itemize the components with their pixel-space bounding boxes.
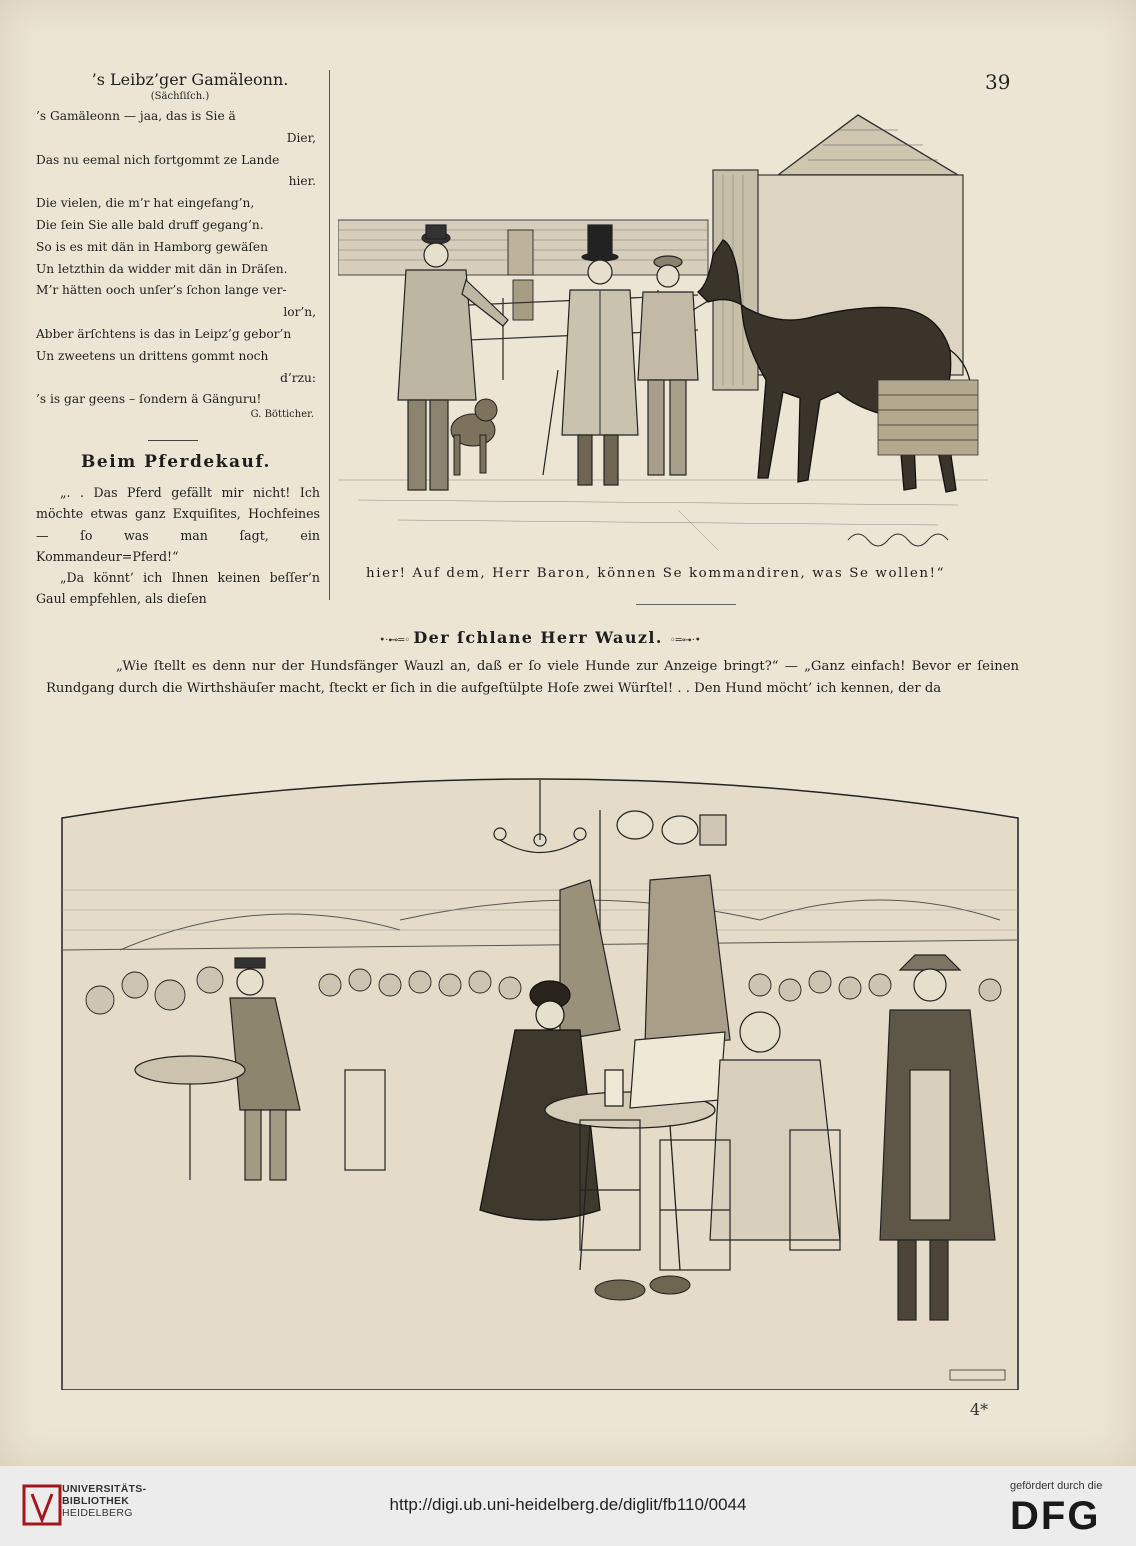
poem-line: Dier, (286, 130, 316, 145)
poem-lines (36, 106, 324, 411)
source-url-link[interactable]: http://digi.ub.uni-heidelberg.de/diglit/fb110/0044 (389, 1495, 747, 1514)
tavern-illustration (60, 770, 1020, 1390)
poem-line: Die vielen, die m’r hat eingefang’n, (36, 196, 255, 211)
page-number: 39 (985, 70, 1011, 94)
poem (36, 70, 324, 420)
poem-line: ’s is gar geens – ſondern ä Gänguru! (36, 392, 262, 407)
poem-line: lor’n, (283, 305, 316, 320)
poem-line: Abber ärſchtens is das in Leipz’g gebor’n (36, 326, 292, 341)
story1-paragraph: „Da könnt’ ich Ihnen keinen beſſer’n Gaul empfehlen, als dieſen (36, 570, 320, 607)
section-rule (148, 440, 198, 441)
dfg-logo: DFG (1010, 1494, 1101, 1538)
column-divider (329, 70, 330, 600)
digitization-footer (0, 1466, 1136, 1546)
story1-body (36, 482, 320, 610)
story2-title: Der ſchlane Herr Wauzl. (413, 628, 663, 647)
story2-paragraph: „Wie ſtellt es denn nur der Hundsfänger Wauzl an, daß er ſo viele Hunde zur Anzeige bringt?“ — „Ganz einfach! Bevor er ſeinen Rundgang durch die Wirthshäuſer macht, ſteckt er ſich in die aufgeſtülpte Hoſe zwei Würſtel! . . Den Hund möcht’ ich kennen, der da (46, 659, 1019, 696)
poem-subtitle: (Sächſiſch.) (150, 91, 210, 102)
ornament-left-icon: •·⊷═◦ (379, 635, 414, 646)
university-name-line: BIBLIOTHEK (62, 1495, 130, 1507)
poem-line: ’s Gamäleonn — jaa, das is Sie ä (36, 109, 236, 123)
horse-caption: hier! Auf dem, Herr Baron, können Se kommandiren, was Se wollen!“ (366, 566, 946, 581)
poem-line: Un letzthin da widder mit dän in Dräſen. (36, 261, 288, 276)
page-signature-mark: 4* (970, 1400, 989, 1419)
section-rule (636, 604, 736, 605)
poem-line: Die ſein Sie alle bald druff gegang’n. (36, 217, 264, 232)
poem-line: Das nu eemal nich fortgommt ze Lande (36, 152, 280, 167)
poem-line: Un zweetens un drittens gommt noch (36, 348, 269, 363)
poem-line: d’rzu: (280, 370, 316, 385)
story2-body (46, 656, 1019, 699)
story1-paragraph: „. . Das Pferd gefällt mir nicht! Ich möchte etwas ganz Exquiſites, Hochfeines — ſo was man ſagt, ein Kommandeur=Pferd!“ (36, 485, 320, 564)
poem-author: G. Bötticher. (250, 409, 314, 421)
university-name-line: UNIVERSITÄTS- (62, 1483, 147, 1495)
story1-title: Beim Pferdekauf. (81, 452, 271, 472)
horse-sale-illustration (338, 80, 988, 550)
story2-title-row (330, 628, 750, 647)
poem-line: M’r hätten ooch unſer’s ſchon lange ver- (36, 283, 287, 298)
ornament-right-icon: ◦═⊶·• (669, 635, 701, 646)
university-name-line: HEIDELBERG (62, 1507, 133, 1519)
poem-line: So is es mit dän in Hamborg gewäſen (36, 239, 268, 254)
funded-by-label: gefördert durch die (1010, 1480, 1103, 1492)
poem-line: hier. (288, 174, 316, 189)
poem-title: ’s Leibz’ger Gamäleonn. (91, 70, 289, 89)
